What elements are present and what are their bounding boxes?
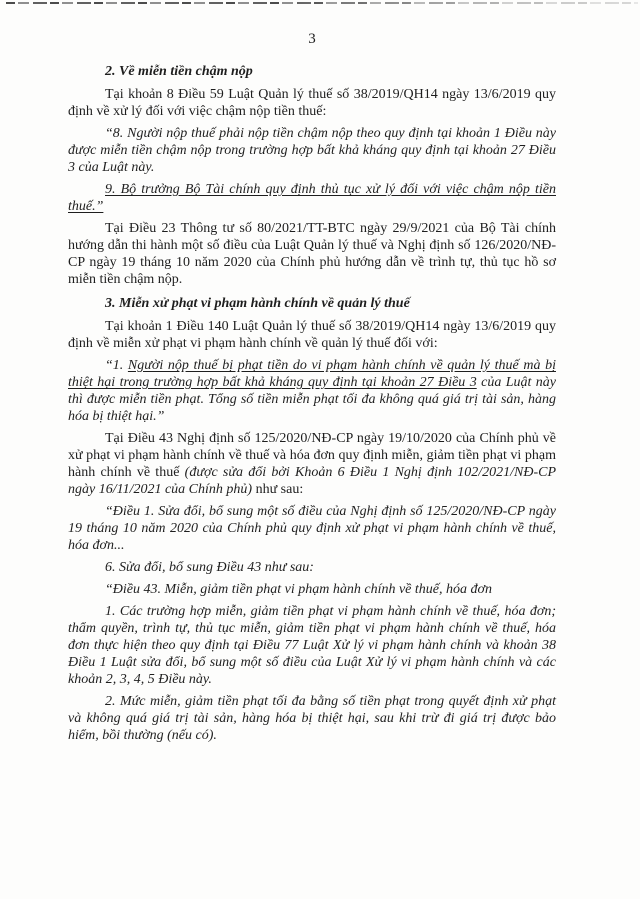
- quote-clause1-rest: của Luật này thì được miễn tiền phạt. Tổng số tiền miễn phạt tối đa không quá giá trị tài sản, hàng hóa bị thiệt hại.”: [68, 375, 556, 424]
- paragraph-circular80: Tại Điều 23 Thông tư số 80/2021/TT-BTC ngày 29/9/2021 của Bộ Tài chính hướng dẫn thi hành một số điều của Luật Quản lý thuế và Nghị định số 126/2020/NĐ-CP ngày 19 tháng 10 năm 2020 của Chính phủ hướng dẫn về trình tự, thủ tục hồ sơ miễn tiền chậm nộp.: [68, 221, 556, 287]
- scan-artifact-line: [6, 1, 638, 5]
- paragraph-law59-intro: Tại khoản 8 Điều 59 Luật Quản lý thuế số 38/2019/QH14 ngày 13/6/2019 quy định về xử lý đối với việc chậm nộp tiền thuế:: [68, 87, 556, 119]
- quote-clause9: 9. Bộ trưởng Bộ Tài chính quy định thủ tục xử lý đối với việc chậm nộp tiền thuế.”: [68, 182, 556, 214]
- quote-clause1: [68, 357, 556, 425]
- section-heading-3: 3. Miễn xử phạt vi phạm hành chính về quản lý thuế: [105, 296, 410, 311]
- quote-item6: 6. Sửa đổi, bổ sung Điều 43 như sau:: [105, 560, 314, 575]
- quote-article43-clause1: 1. Các trường hợp miễn, giảm tiền phạt vi phạm hành chính về thuế, hóa đơn; thẩm quyền, trình tự, thủ tục miễn, giảm tiền phạt vi phạm hành chính về thuế, hóa đơn thực hiện theo quy định tại Điều 77 Luật Xử lý vi phạm hành chính và khoản 38 Điều 1 Luật sửa đổi, bổ sung một số điều của Luật Xử lý vi phạm hành chính và các khoản 2, 3, 4, 5 Điều này.: [68, 604, 556, 687]
- quote-article43-clause2: 2. Mức miễn, giảm tiền phạt tối đa bằng số tiền phạt trong quyết định xử phạt và không quá giá trị tài sản, hàng hóa bị thiệt hại, sau khi trừ đi giá trị được bảo hiểm, bồi thường (nếu có).: [68, 694, 556, 743]
- page-number: 3: [308, 31, 316, 47]
- paragraph-decree125: [68, 430, 556, 498]
- quote-clause1-open: “1.: [105, 358, 128, 373]
- quote-clause1-underlined: Người nộp thuế bị phạt tiền do vi phạm hành chính về quản lý thuế mà bị thiệt hại trong trường hợp bất khả kháng quy định tại khoản 27 Điều 3: [68, 358, 556, 390]
- quote-article43-title: “Điều 43. Miễn, giảm tiền phạt vi phạm hành chính về thuế, hóa đơn: [105, 582, 492, 597]
- paragraph-law140-intro: Tại khoản 1 Điều 140 Luật Quản lý thuế số 38/2019/QH14 ngày 13/6/2019 quy định về miễn xử phạt vi phạm hành chính về quản lý thuế đối với:: [68, 319, 556, 351]
- paragraph-decree125-lead: Tại Điều 43 Nghị định số 125/2020/NĐ-CP ngày 19/10/2020 của Chính phủ về xử phạt vi phạm hành chính về thuế và hóa đơn quy định miễn, giảm tiền phạt vi phạm hành chính về thuế: [68, 431, 556, 480]
- section-heading-2: 2. Về miễn tiền chậm nộp: [105, 64, 253, 79]
- paragraph-decree125-tail: như sau:: [252, 482, 304, 497]
- paragraph-decree125-note: (được sửa đổi bởi Khoản 6 Điều 1 Nghị định 102/2021/NĐ-CP ngày 16/11/2021 của Chính phủ): [68, 465, 556, 497]
- document-body: [68, 63, 556, 744]
- quote-clause8: “8. Người nộp thuế phải nộp tiền chậm nộp theo quy định tại khoản 1 Điều này được miễn tiền chậm nộp trong trường hợp bất khả kháng quy định tại khoản 27 Điều 3 của Luật này.: [68, 126, 556, 175]
- quote-article1: “Điều 1. Sửa đổi, bổ sung một số điều của Nghị định số 125/2020/NĐ-CP ngày 19 tháng 10 năm 2020 của Chính phủ quy định xử phạt vi phạm hành chính về thuế, hóa đơn...: [68, 504, 556, 553]
